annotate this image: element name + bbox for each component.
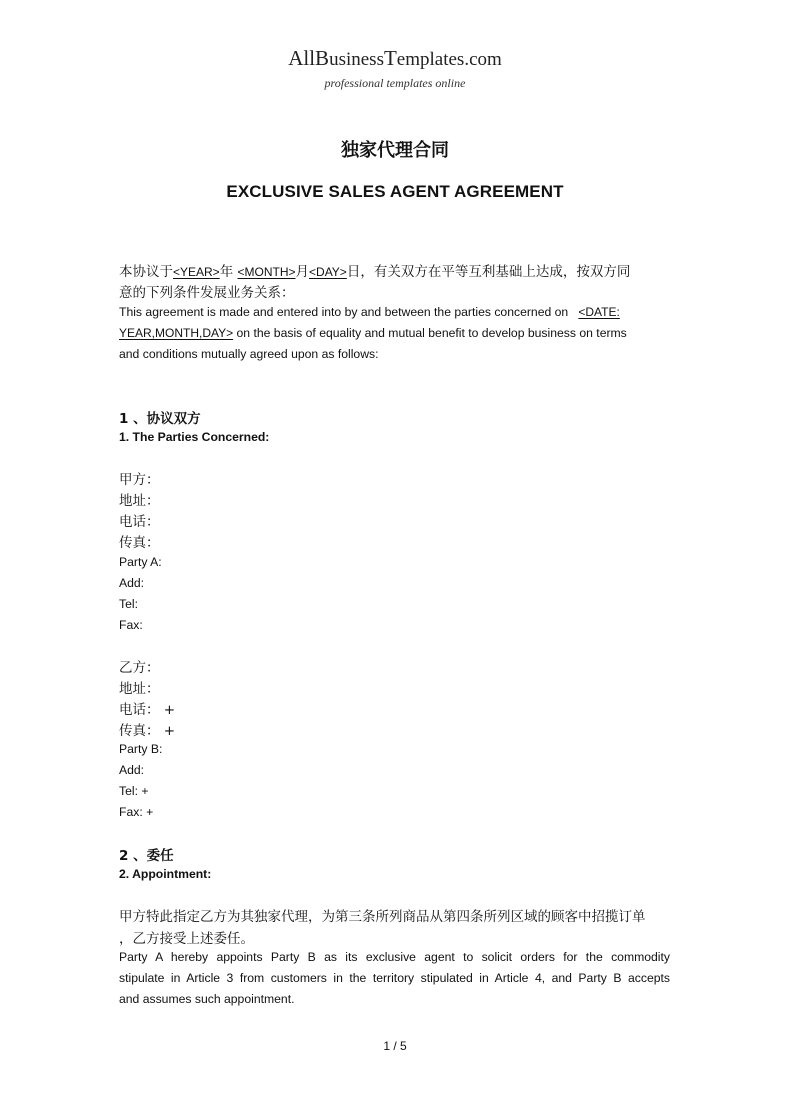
intro-cn-prefix: 本协议于 bbox=[119, 264, 173, 280]
document-title-cn: 独家代理合同 bbox=[341, 140, 449, 161]
party-a-en-label: Party A: bbox=[119, 555, 162, 569]
appointment-cn-line1: 甲方特此指定乙方为其独家代理，为第三条所列商品从第四条所列区域的顾客中招揽订单 bbox=[119, 909, 646, 925]
section1-heading-en: 1. The Parties Concerned: bbox=[119, 430, 270, 444]
appointment-en-line3: and assumes such appointment. bbox=[119, 992, 295, 1006]
document-title-en: EXCLUSIVE SALES AGENT AGREEMENT bbox=[226, 182, 564, 201]
intro-cn-year: 年 bbox=[219, 264, 234, 280]
section2-heading-en: 2. Appointment: bbox=[119, 867, 212, 881]
intro-en-text: on the basis of equality and mutual benefit to develop business on terms bbox=[236, 326, 627, 340]
section1-heading-cn: 1 、协议双方 bbox=[119, 411, 201, 427]
appointment-en-line1: Party A hereby appoints Party B as its exclusive agent to solicit orders for the commodity bbox=[119, 950, 670, 964]
month-placeholder: <MONTH> bbox=[237, 265, 296, 279]
brand-part: emplates.com bbox=[396, 49, 502, 70]
party-a-cn-label: 甲方： bbox=[119, 472, 160, 488]
brand-part: T bbox=[383, 46, 397, 70]
brand-part: B bbox=[315, 46, 330, 70]
party-a-fax-cn: 传真： bbox=[119, 535, 160, 551]
intro-en-line2 bbox=[119, 326, 627, 340]
intro-cn-rest: 日，有关双方在平等互利基础上达成，按双方同 bbox=[346, 264, 631, 280]
party-b-cn-label: 乙方： bbox=[119, 660, 160, 676]
party-b-en-label: Party B: bbox=[119, 742, 163, 756]
brand-tagline: professional templates online bbox=[324, 76, 466, 90]
intro-cn-month: 月 bbox=[295, 264, 310, 280]
party-b-fax-en: Fax: + bbox=[119, 805, 154, 819]
appointment-cn-line2: ，乙方接受上述委任。 bbox=[119, 931, 254, 947]
intro-en-line3: and conditions mutually agreed upon as follows: bbox=[119, 347, 379, 361]
section2-heading-cn: 2 、委任 bbox=[119, 848, 174, 864]
appointment-en-line2: stipulate in Article 3 from customers in the territory stipulated in Article 4, and Party B accepts bbox=[119, 971, 670, 985]
intro-en-line1 bbox=[119, 305, 620, 319]
party-b-address-en: Add: bbox=[119, 763, 145, 777]
year-placeholder: <YEAR> bbox=[173, 265, 220, 279]
page-number: 1 / 5 bbox=[383, 1039, 407, 1053]
date-placeholder-cont: YEAR,MONTH,DAY> bbox=[119, 326, 234, 340]
party-b-tel-en: Tel: + bbox=[119, 784, 149, 798]
party-b-fax-cn: 传真： + bbox=[119, 723, 176, 739]
party-a-phone-cn: 电话： bbox=[119, 514, 160, 530]
brand-part: All bbox=[288, 46, 316, 70]
brand-logo bbox=[0, 46, 790, 71]
party-b-phone-cn: 电话： + bbox=[119, 702, 176, 718]
party-a-address-cn: 地址： bbox=[119, 493, 160, 509]
intro-cn-line2: 意的下列条件发展业务关系： bbox=[119, 285, 295, 301]
intro-en-text: This agreement is made and entered into by and between the parties concerned on bbox=[119, 305, 569, 319]
party-a-fax-en: Fax: bbox=[119, 618, 143, 632]
party-a-address-en: Add: bbox=[119, 576, 145, 590]
party-a-tel-en: Tel: bbox=[119, 597, 138, 611]
intro-cn-line1 bbox=[119, 260, 630, 280]
brand-part: usiness bbox=[329, 49, 384, 70]
day-placeholder: <DAY> bbox=[309, 265, 347, 279]
party-b-address-cn: 地址： bbox=[119, 681, 160, 697]
date-placeholder: <DATE: bbox=[578, 305, 620, 319]
